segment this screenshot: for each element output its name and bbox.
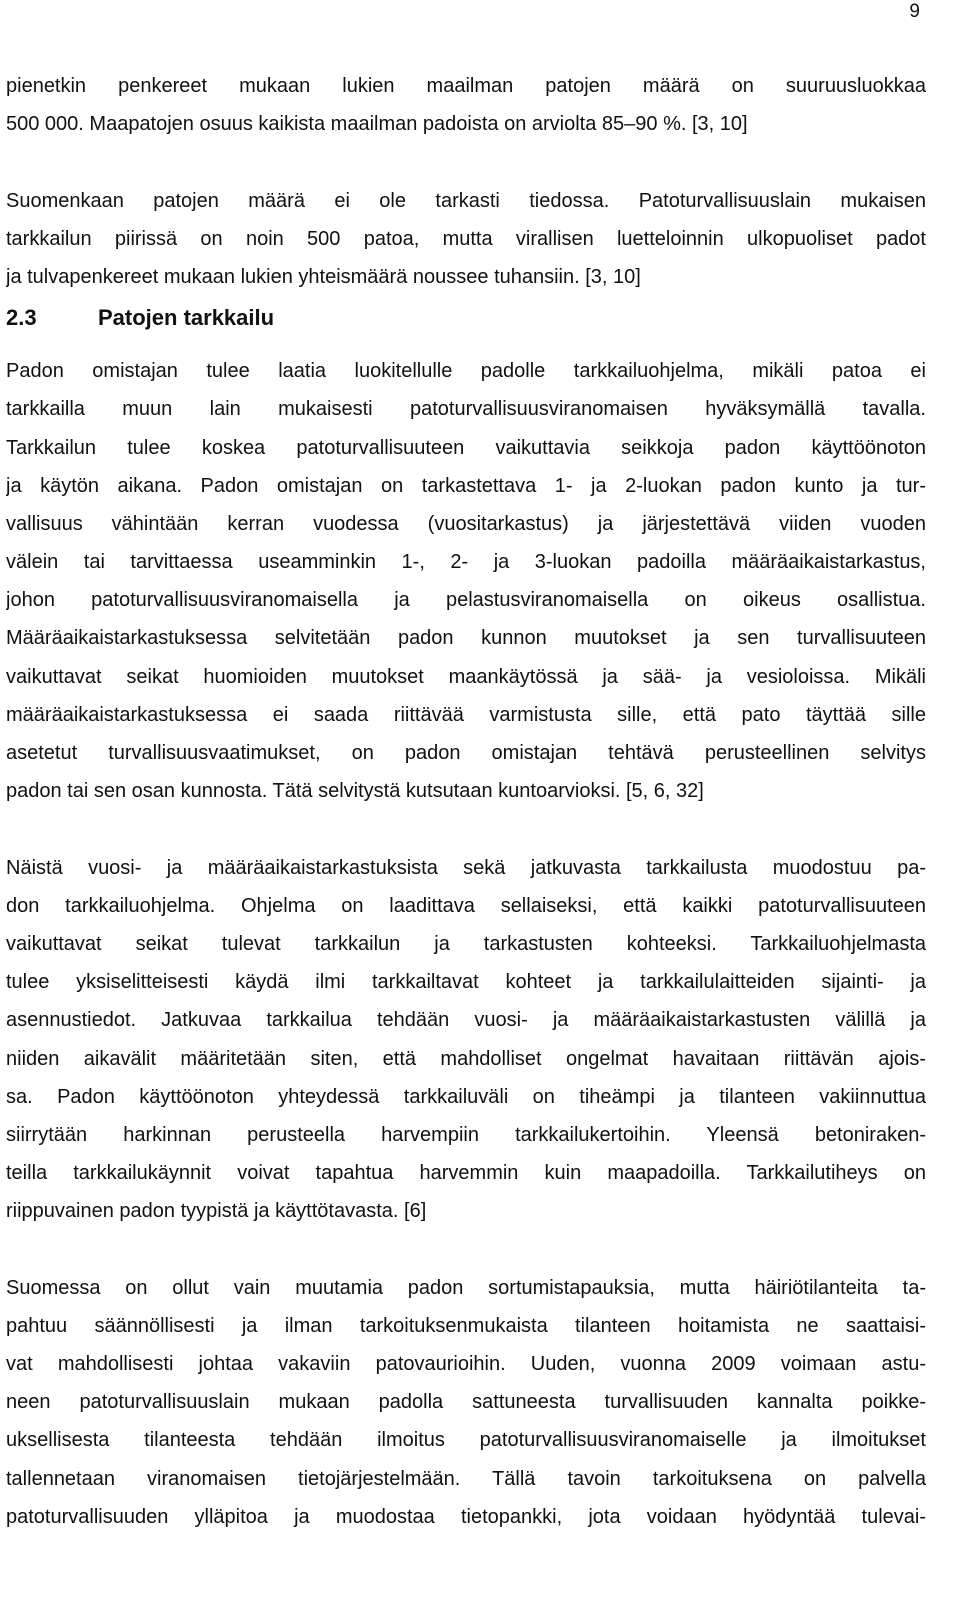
text-line: neen patoturvallisuuslain mukaan padolla sattuneesta turvallisuuden kannalta poikke- [6, 1391, 926, 1414]
text-line: Padon omistajan tulee laatia luokitellulle padolle tarkkailuohjelma, mikäli patoa ei [6, 360, 926, 383]
text-line: Näistä vuosi- ja määräaikaistarkastuksista sekä jatkuvasta tarkkailusta muodostuu pa- [6, 856, 926, 879]
section-title: Patojen tarkkailu [98, 305, 275, 331]
text-line: don tarkkailuohjelma. Ohjelma on laadittava sellaiseksi, että kaikki patoturvallisuuteen [6, 894, 926, 917]
page-number: 9 [909, 1, 920, 22]
paragraph-spacer [6, 810, 926, 848]
text-line: välein tai tarvittaessa useamminkin 1-, 2- ja 3-luokan padoilla määräaikaistarkastus, [6, 551, 926, 574]
text-line: tulee yksiselitteisesti käydä ilmi tarkkailtavat kohteet ja tarkkailulaitteiden sijainti- ja [6, 971, 926, 994]
paragraph [6, 182, 926, 297]
text-line: määräaikaistarkastuksessa ei saada riittävää varmistusta sille, että pato täyttää sille [6, 703, 926, 726]
text-line: tallennetaan viranomaisen tietojärjestelmään. Tällä tavoin tarkoituksena on palvella [6, 1467, 926, 1490]
text-line: tarkkailla muun lain mukaisesti patoturvallisuusviranomaisen hyväksymällä tavalla. [6, 398, 926, 421]
text-line: tarkkailun piirissä on noin 500 patoa, mutta virallisen luetteloinnin ulkopuoliset padot [6, 227, 926, 250]
text-line: patoturvallisuuden ylläpitoa ja muodostaa tietopankki, jota voidaan hyödyntää tulevai- [6, 1505, 926, 1528]
text-line: sa. Padon käyttöönoton yhteydessä tarkkailuväli on tiheämpi ja tilanteen vakiinnuttua [6, 1085, 926, 1108]
text-line: Suomenkaan patojen määrä ei ole tarkasti tiedossa. Patoturvallisuuslain mukaisen [6, 189, 926, 212]
text-line: Tarkkailun tulee koskea patoturvallisuuteen vaikuttavia seikkoja padon käyttöönoton [6, 436, 926, 459]
text-line: siirrytään harkinnan perusteella harvempiin tarkkailukertoihin. Yleensä betoniraken- [6, 1123, 926, 1146]
text-line: vaikuttavat seikat huomioiden muutokset maankäytössä ja sää- ja vesioloissa. Mikäli [6, 665, 926, 688]
text-line: ja käytön aikana. Padon omistajan on tarkastettava 1- ja 2-luokan padon kunto ja tur- [6, 474, 926, 497]
text-line: ja tulvapenkereet mukaan lukien yhteismäärä noussee tuhansiin. [3, 10] [6, 265, 641, 288]
text-line: pahtuu säännöllisesti ja ilman tarkoituksenmukaista tilanteen hoitamista ne saattaisi- [6, 1314, 926, 1337]
text-line: riippuvainen padon tyypistä ja käyttötavasta. [6] [6, 1200, 427, 1223]
paragraph-spacer [6, 143, 926, 181]
paragraph [6, 1269, 926, 1536]
text-line: pienetkin penkereet mukaan lukien maailman patojen määrä on suuruusluokkaa [6, 75, 926, 97]
text-line: johon patoturvallisuusviranomaisella ja pelastusviranomaisella on oikeus osallistua. [6, 589, 926, 612]
text-line: asennustiedot. Jatkuvaa tarkkailua tehdään vuosi- ja määräaikaistarkastusten välillä ja [6, 1009, 926, 1032]
text-line: niiden aikavälit määritetään siten, että mahdolliset ongelmat havaitaan riittävän ajois- [6, 1047, 926, 1070]
text-line: asetetut turvallisuusvaatimukset, on padon omistajan tehtävä perusteellinen selvitys [6, 742, 926, 764]
text-line: uksellisesta tilanteesta tehdään ilmoitus patoturvallisuusviranomaiselle ja ilmoitukset [6, 1429, 926, 1452]
text-line: vaikuttavat seikat tulevat tarkkailun ja tarkastusten kohteeksi. Tarkkailuohjelmasta [6, 932, 926, 955]
paragraph [6, 849, 926, 1231]
paragraph [6, 67, 926, 143]
text-line: padon tai sen osan kunnosta. Tätä selvitystä kutsutaan kuntoarvioksi. [5, 6, 32] [6, 780, 704, 803]
text-line: teilla tarkkailukäynnit voivat tapahtua harvemmin kuin maapadoilla. Tarkkailutiheys on [6, 1162, 926, 1185]
text-line: 500 000. Maapatojen osuus kaikista maailman padoista on arviolta 85–90 %. [3, 10] [6, 113, 748, 136]
text-line: vallisuus vähintään kerran vuodessa (vuositarkastus) ja järjestettävä viiden vuoden [6, 512, 926, 535]
paragraph-spacer [6, 1230, 926, 1268]
section-number: 2.3 [6, 305, 37, 331]
section-heading [6, 299, 926, 344]
paragraph [6, 352, 926, 810]
document-body [6, 67, 926, 1536]
text-line: Suomessa on ollut vain muutamia padon sortumistapauksia, mutta häiriötilanteita ta- [6, 1276, 926, 1299]
text-line: vat mahdollisesti johtaa vakaviin patovaurioihin. Uuden, vuonna 2009 voimaan astu- [6, 1353, 926, 1375]
text-line: Määräaikaistarkastuksessa selvitetään padon kunnon muutokset ja sen turvallisuuteen [6, 627, 926, 650]
